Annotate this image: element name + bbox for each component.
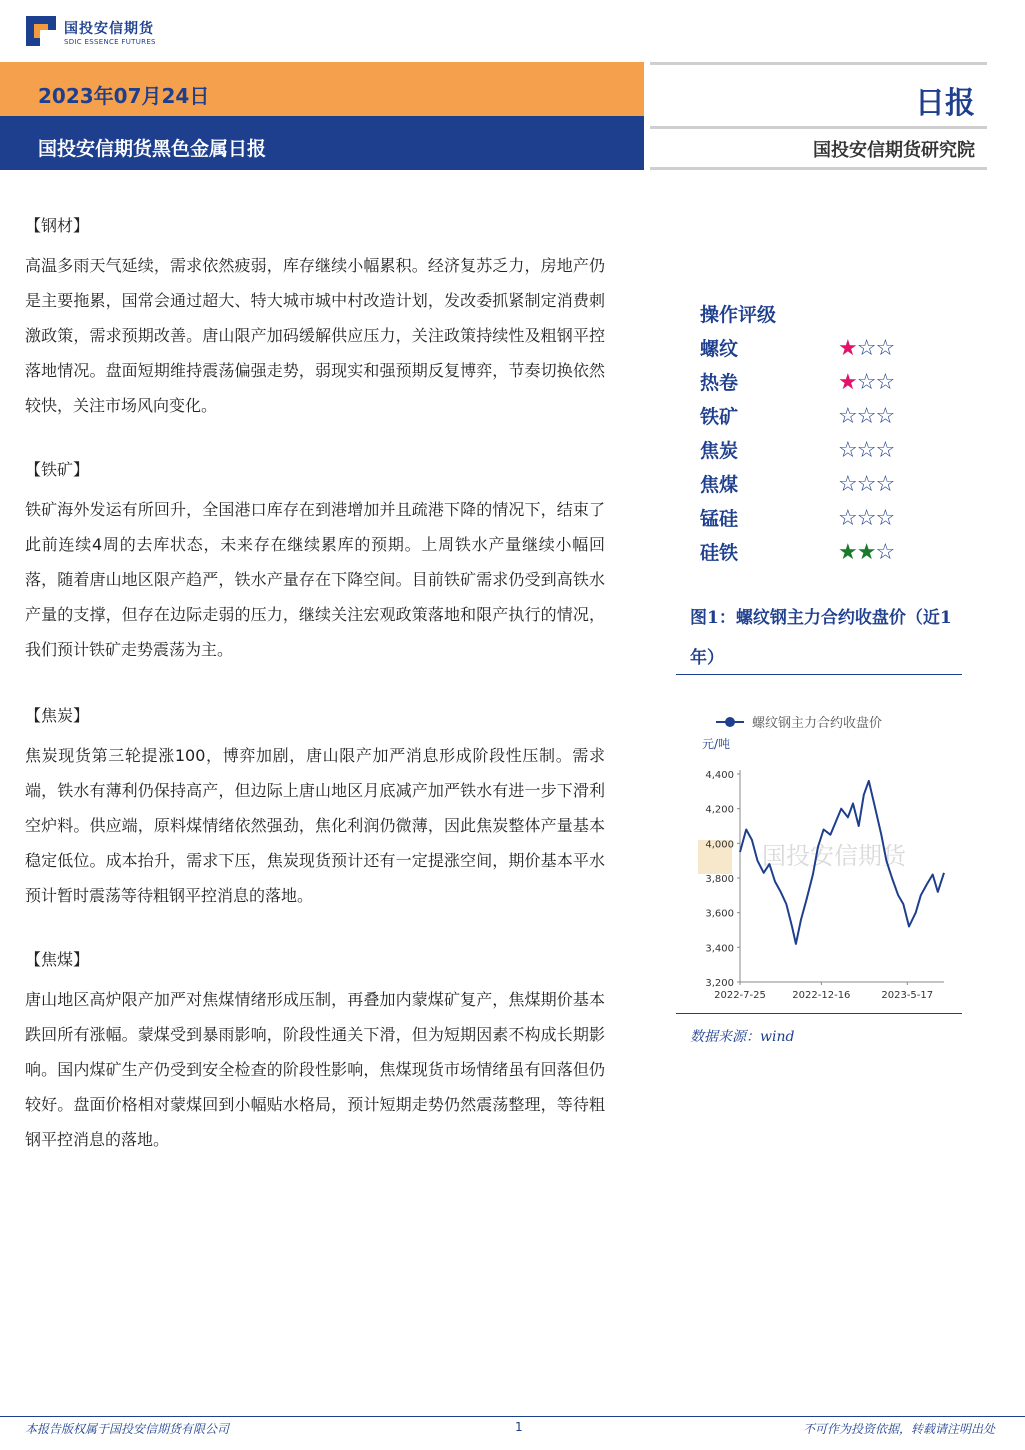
star-empty-icon: ☆ (856, 472, 876, 497)
star-empty-icon: ☆ (838, 404, 857, 429)
star-filled-icon: ★ (856, 540, 876, 565)
star-filled-icon: ★ (838, 540, 857, 565)
footer-disclaimer: 不可作为投资依据，转载请注明出处 (802, 1422, 995, 1436)
rating-row (700, 366, 960, 400)
rating-row (700, 502, 960, 536)
star-empty-icon: ☆ (838, 506, 857, 531)
rating-product-name: 焦煤 (700, 474, 739, 496)
section-title: 【焦炭】 (25, 706, 90, 725)
y-tick-label: 4,400 (705, 770, 734, 781)
y-tick-label: 4,200 (705, 804, 734, 816)
x-tick-label: 2022-7-25 (714, 990, 766, 1001)
star-empty-icon: ☆ (875, 506, 895, 531)
figure-title: 图1：螺纹钢主力合约收盘价（近1年） (690, 608, 952, 668)
rating-product-name: 焦炭 (700, 440, 739, 462)
y-tick-label: 3,400 (705, 943, 734, 955)
rating-product-name: 铁矿 (700, 406, 739, 428)
company-logo (26, 16, 176, 52)
star-rating (838, 332, 894, 366)
footer-copyright: 本报告版权属于国投安信期货有限公司 (25, 1422, 230, 1436)
star-empty-icon: ☆ (838, 438, 857, 463)
figure-rule-bottom (676, 1013, 962, 1014)
report-title: 国投安信期货黑色金属日报 (38, 138, 267, 160)
rating-row (700, 536, 960, 570)
section-title: 【焦煤】 (25, 950, 90, 969)
rating-row (700, 400, 960, 434)
operation-rating (700, 298, 960, 570)
footer-rule (0, 1416, 1025, 1417)
rating-product-name: 锰硅 (700, 508, 739, 530)
page-number: 1 (515, 1420, 523, 1434)
legend-label: 螺纹钢主力合约收盘价 (752, 716, 883, 731)
y-tick-label: 3,600 (705, 908, 734, 920)
star-empty-icon: ☆ (856, 438, 876, 463)
star-empty-icon: ☆ (875, 472, 895, 497)
rating-product-name: 螺纹 (700, 338, 739, 360)
star-empty-icon: ☆ (856, 336, 876, 361)
institute-name: 国投安信期货研究院 (813, 140, 975, 161)
star-empty-icon: ☆ (838, 472, 857, 497)
rating-product-name: 热卷 (700, 372, 739, 394)
y-tick-label: 4,000 (705, 839, 734, 851)
star-empty-icon: ☆ (856, 370, 876, 395)
star-rating (838, 468, 894, 502)
logo-mark-icon (26, 16, 56, 46)
x-tick-label: 2023-5-17 (881, 990, 934, 1001)
rebar-price-chart (676, 700, 962, 1010)
star-rating (838, 400, 894, 434)
star-rating (838, 366, 894, 400)
star-empty-icon: ☆ (875, 404, 895, 429)
star-rating (838, 434, 894, 468)
x-tick-label: 2022-12-16 (792, 990, 851, 1001)
divider-bottom (650, 167, 987, 170)
section-body: 高温多雨天气延续，需求依然疲弱，库存继续小幅累积。经济复苏乏力，房地产仍是主要拖累，国常会通过超大、特大城市城中村改造计划，发改委抓紧制定消费刺激政策，需求预期改善。唐山限产加码缓解供应压力，关注政策持续性及粗钢平控落地情况。盘面短期维持震荡偏强走势，弱现实和强预期反复博弈，节奏切换依然较快，关注市场风向变化。 (25, 256, 605, 415)
section-coke (25, 704, 605, 913)
star-empty-icon: ☆ (856, 506, 876, 531)
logo-cn-text: 国投安信期货 (64, 21, 154, 37)
rating-title: 操作评级 (700, 304, 777, 326)
section-body: 焦炭现货第三轮提涨100，博弈加剧，唐山限产加严消息形成阶段性压制。需求端，铁水有薄利仍保持高产，但边际上唐山地区月底减产加严铁水有进一步下滑利空炉料。供应端，原料煤情绪依然强劲，焦化利润仍微薄，因此焦炭整体产量基本稳定低位。成本抬升，需求下压，焦炭现货预计还有一定提涨空间，期价基本平水预计暂时震荡等待粗钢平控消息的落地。 (25, 746, 605, 905)
logo-en-text: SDIC ESSENCE FUTURES (64, 38, 156, 46)
y-tick-label: 3,800 (705, 874, 734, 885)
section-steel (25, 214, 605, 423)
star-rating (838, 502, 894, 536)
section-title: 【钢材】 (25, 216, 90, 235)
section-title: 【铁矿】 (25, 460, 90, 479)
rating-row (700, 332, 960, 366)
star-rating (838, 536, 894, 570)
star-empty-icon: ☆ (875, 336, 895, 361)
section-body: 唐山地区高炉限产加严对焦煤情绪形成压制，再叠加内蒙煤矿复产，焦煤期价基本跌回所有涨幅。蒙煤受到暴雨影响，阶段性通关下滑，但为短期因素不构成长期影响。国内煤矿生产仍受到安全检查的阶段性影响，焦煤现货市场情绪虽有回落但仍较好。盘面价格相对蒙煤回到小幅贴水格局，预计短期走势仍然震荡整理，等待粗钢平控消息的落地。 (25, 990, 605, 1149)
legend-marker-icon (725, 717, 735, 727)
section-body: 铁矿海外发运有所回升，全国港口库存在到港增加并且疏港下降的情况下，结束了此前连续4周的去库状态，未来存在继续累库的预期。上周铁水产量继续小幅回落，随着唐山地区限产趋严，铁水产量存在下降空间。目前铁矿需求仍受到高铁水产量的支撑，但存在边际走弱的压力，继续关注宏观政策落地和限产执行的情况，我们预计铁矿走势震荡为主。 (25, 500, 605, 659)
star-empty-icon: ☆ (856, 404, 876, 429)
divider-middle (650, 126, 987, 129)
y-tick-label: 3,200 (705, 978, 734, 989)
star-filled-icon: ★ (838, 370, 857, 395)
y-axis-label: 元/吨 (701, 737, 731, 751)
rating-row (700, 434, 960, 468)
figure-rule-top (676, 674, 962, 675)
star-empty-icon: ☆ (875, 438, 895, 463)
section-iron-ore (25, 458, 605, 667)
section-coking-coal (25, 948, 605, 1157)
rating-row (700, 468, 960, 502)
star-empty-icon: ☆ (875, 370, 895, 395)
report-type: 日报 (915, 86, 975, 121)
star-empty-icon: ☆ (875, 540, 895, 565)
star-filled-icon: ★ (838, 336, 857, 361)
report-date: 2023年07月24日 (38, 84, 210, 108)
watermark-text: 国投安信期货 (762, 842, 906, 870)
divider-top (650, 62, 987, 65)
rating-product-name: 硅铁 (700, 542, 739, 564)
data-source: 数据来源：wind (690, 1029, 795, 1045)
